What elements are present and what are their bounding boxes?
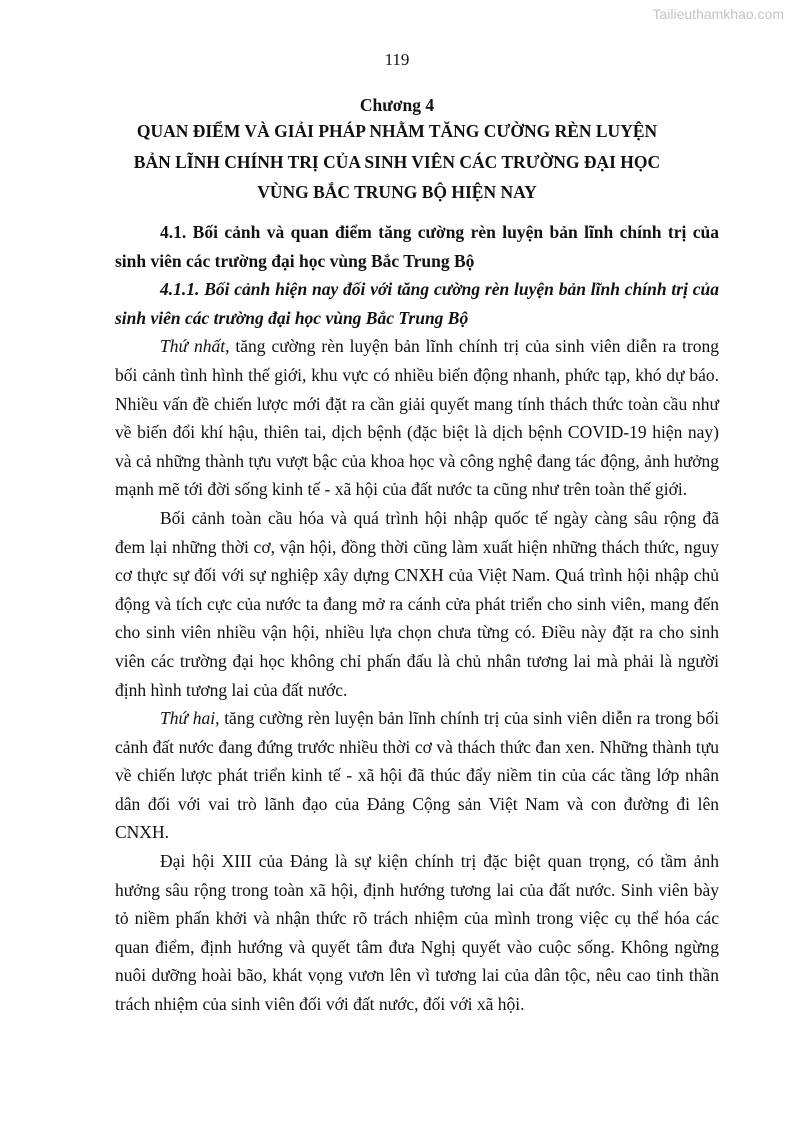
chapter-title-line-1: QUAN ĐIỂM VÀ GIẢI PHÁP NHẰM TĂNG CƯỜNG RÈN LUYỆN xyxy=(136,121,658,141)
paragraph-1 xyxy=(115,332,719,504)
paragraph-lead: Thứ nhất, xyxy=(160,336,230,357)
chapter-title-line-2: BẢN LĨNH CHÍNH TRỊ CỦA SINH VIÊN CÁC TRƯỜNG ĐẠI HỌC xyxy=(133,151,661,172)
paragraph-text: tăng cường rèn luyện bản lĩnh chính trị của sinh viên diễn ra trong bối cảnh đất nước đang đứng trước nhiều thời cơ và thách thức đan xen. Những thành tựu về chiến lược phát triển kinh tế - xã hội đã thúc đẩy niềm tin của các tầng lớp nhân dân đối với vai trò lãnh đạo của Đảng Cộng sản Việt Nam và con đường đi lên CNXH. xyxy=(115,708,719,843)
paragraph-text: tăng cường rèn luyện bản lĩnh chính trị của sinh viên diễn ra trong bối cảnh tình hình thế giới, khu vực có nhiều biến động nhanh, phức tạp, khó dự báo. Nhiều vấn đề chiến lược mới đặt ra cần giải quyết mang tính thách thức toàn cầu như về biến đổi khí hậu, thiên tai, dịch bệnh (đặc biệt là dịch bệnh COVID-19 hiện nay) và cả những thành tựu vượt bậc của khoa học và công nghệ đang tác động, ảnh hưởng mạnh mẽ tới đời sống kinh tế - xã hội của đất nước ta cũng như trên toàn thế giới. xyxy=(115,336,719,500)
chapter-label: Chương 4 xyxy=(359,95,435,115)
subsection-heading: 4.1.1. Bối cảnh hiện nay đối với tăng cường rèn luyện bản lĩnh chính trị của sinh viên các trường đại học vùng Bắc Trung Bộ xyxy=(115,279,719,328)
chapter-title-line-3: VÙNG BẮC TRUNG BỘ HIỆN NAY xyxy=(257,182,537,202)
body-content xyxy=(115,218,719,1019)
paragraph-2 xyxy=(115,504,719,704)
section-heading: 4.1. Bối cảnh và quan điểm tăng cường rèn luyện bản lĩnh chính trị của sinh viên các trường đại học vùng Bắc Trung Bộ xyxy=(115,222,719,271)
chapter-header xyxy=(100,94,694,208)
paragraph-3 xyxy=(115,704,719,847)
paragraph-text: Bối cảnh toàn cầu hóa và quá trình hội nhập quốc tế ngày càng sâu rộng đã đem lại những thời cơ, vận hội, đồng thời cũng làm xuất hiện những thách thức, nguy cơ thực sự đối với sự nghiệp xây dựng CNXH của Việt Nam. Quá trình hội nhập chủ động và tích cực của nước ta đang mở ra cánh cửa phát triển cho sinh viên, mang đến cho sinh viên nhiều vận hội, nhiều lựa chọn chưa từng có. Điều này đặt ra cho sinh viên các trường đại học không chỉ phấn đấu là chủ nhân tương lai mà phải là người định hình tương lai của đất nước. xyxy=(115,507,719,700)
page-number: 119 xyxy=(384,50,410,69)
paragraph-text: Đại hội XIII của Đảng là sự kiện chính trị đặc biệt quan trọng, có tầm ảnh hưởng sâu rộng trong toàn xã hội, định hướng tương lai của đất nước. Sinh viên bày tỏ niềm phấn khởi và nhận thức rõ trách nhiệm của mình trong việc cụ thể hóa các quan điểm, định hướng và quyết tâm đưa Nghị quyết vào cuộc sống. Không ngừng nuôi dưỡng hoài bão, khát vọng vươn lên vì tương lai của dân tộc, nêu cao tinh thần trách nhiệm của sinh viên đối với đất nước, đối với xã hội. xyxy=(115,851,719,1015)
watermark: Tailieuthamkhao.com xyxy=(652,6,784,22)
paragraph-4 xyxy=(115,847,719,1019)
paragraph-lead: Thứ hai, xyxy=(160,708,220,729)
